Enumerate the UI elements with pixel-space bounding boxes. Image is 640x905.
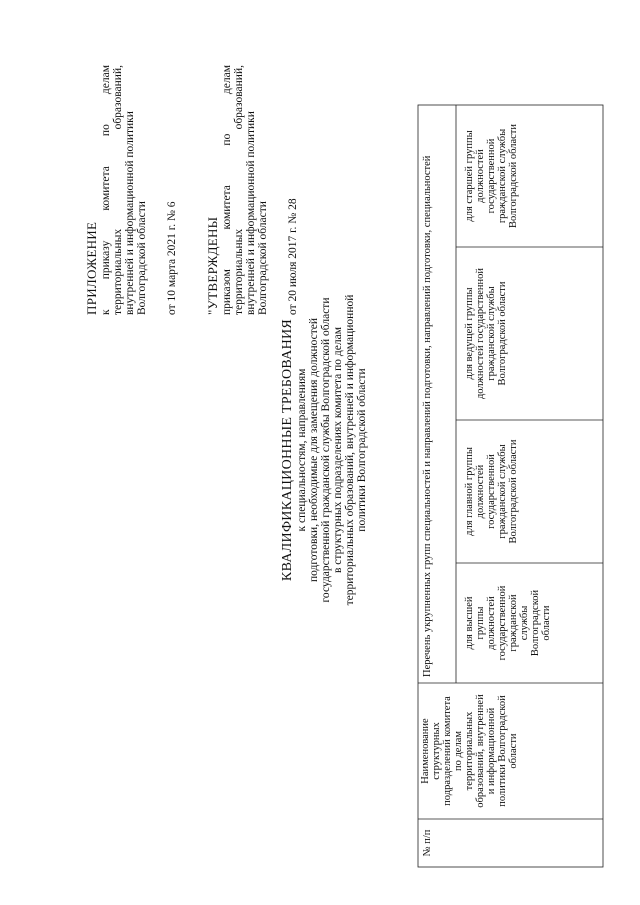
table-header-subdivision-line: образований, внутренней: [475, 694, 486, 808]
table-subheader-highest: [464, 565, 552, 681]
table-header-subdivision-line: и информационной: [486, 707, 497, 795]
appendix-line: внутренней и информационной политики: [124, 111, 136, 315]
approved-line: приказом комитета по делам: [221, 65, 233, 315]
subheader-line: государственной: [497, 585, 508, 661]
document-heading: [280, 235, 368, 665]
heading-line: в структурных подразделениях комитета по делам: [332, 327, 344, 573]
appendix-block: [84, 65, 178, 315]
approved-line: Волгоградской области: [257, 201, 269, 315]
subheader-line: Волгоградской области: [497, 281, 508, 386]
approved-line: территориальных образований,: [233, 65, 245, 315]
table-merged-header: Перечень укрупненных групп специальностей и направлений подготовки, направлений подготовки, специальностей: [422, 155, 433, 677]
table-header-subdivision-line: политики Волгоградской: [497, 695, 508, 807]
subheader-line: гражданской службы: [497, 444, 508, 539]
subheader-line: области: [541, 605, 552, 641]
table-header-subdivision-line: области: [508, 733, 519, 769]
table-header-subdivision-line: подразделений комитета: [442, 696, 453, 806]
subheader-line: должностей: [475, 464, 486, 519]
subheader-line: для высшей: [464, 596, 475, 650]
subheader-line: Волгоградской области: [508, 439, 519, 544]
table-header-subdivision-line: Наименование: [420, 718, 431, 784]
heading-line: к специальностям, направлениям: [296, 368, 308, 532]
appendix-title: ПРИЛОЖЕНИЕ: [84, 221, 99, 315]
subheader-line: должностей государственной: [475, 267, 486, 400]
approved-date: от 20 июля 2017 г. № 28: [287, 198, 299, 315]
table-header-subdivision-line: по делам: [453, 730, 464, 772]
subheader-line: для старшей группы: [464, 130, 475, 222]
appendix-date: от 10 марта 2021 г. № 6: [166, 201, 178, 315]
table-header-subdivision-line: территориальных: [464, 711, 475, 791]
subheader-line: государственной: [486, 454, 497, 529]
subheader-line: должностей: [486, 596, 497, 650]
heading-line: политики Волгоградской области: [356, 368, 368, 532]
table-header-number: № п/п: [422, 829, 433, 857]
subheader-line: гражданской службы: [486, 286, 497, 381]
approved-line: внутренней и информационной политики: [245, 111, 257, 315]
table-header-subdivision: [420, 685, 519, 817]
table-subheader-senior: [464, 107, 519, 245]
heading-line: подготовки, необходимые для замещения должностей: [308, 317, 320, 583]
subheader-line: группы: [475, 606, 486, 640]
table-header-subdivision-line: структурных: [431, 722, 442, 780]
subheader-line: Волгоградской области: [508, 123, 519, 229]
table-subheader-main: [464, 422, 519, 561]
subheader-line: государственной: [486, 138, 497, 214]
heading-title: КВАЛИФИКАЦИОННЫЕ ТРЕБОВАНИЯ: [280, 318, 295, 582]
subheader-line: службы: [519, 605, 530, 641]
table-subheader-leading: [464, 249, 508, 418]
subheader-line: гражданской: [508, 594, 519, 652]
appendix-line: территориальных образований,: [112, 65, 124, 315]
approved-title: "УТВЕРЖДЕНЫ: [205, 216, 220, 315]
appendix-line: к приказу комитета по делам: [100, 65, 112, 315]
heading-line: территориальных образований, внутренней и информационной: [344, 294, 356, 606]
subheader-line: для ведущей группы: [464, 287, 475, 380]
heading-line: государственной гражданской службы Волгоградской области: [320, 297, 332, 603]
subheader-line: гражданской службы: [497, 128, 508, 224]
appendix-line: Волгоградской области: [136, 201, 148, 315]
subheader-line: должностей: [475, 149, 486, 203]
subheader-line: Волгоградской: [530, 589, 541, 657]
subheader-line: для главной группы: [464, 447, 475, 536]
